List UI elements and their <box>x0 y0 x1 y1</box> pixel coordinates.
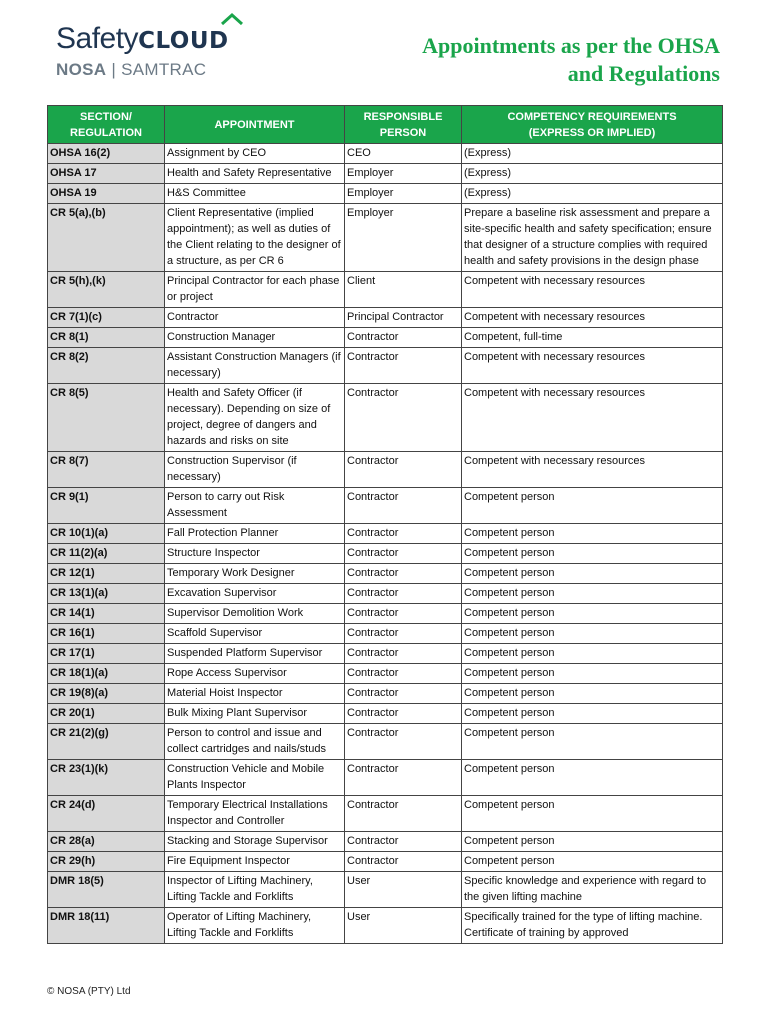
responsible-cell: Contractor <box>345 852 462 872</box>
responsible-cell: Contractor <box>345 684 462 704</box>
section-cell: CR 13(1)(a) <box>48 584 165 604</box>
logo-cloud-text: CLOUD <box>138 28 229 54</box>
appointment-cell: Contractor <box>165 308 345 328</box>
appointment-cell: Fire Equipment Inspector <box>165 852 345 872</box>
appointment-cell: Health and Safety Representative <box>165 164 345 184</box>
appointment-cell: Bulk Mixing Plant Supervisor <box>165 704 345 724</box>
logo-subtitle <box>56 60 229 80</box>
table-row <box>48 704 723 724</box>
section-cell: DMR 18(5) <box>48 872 165 908</box>
table-row <box>48 144 723 164</box>
responsible-cell: Contractor <box>345 584 462 604</box>
appointment-cell: Stacking and Storage Supervisor <box>165 832 345 852</box>
header-competency <box>462 106 723 144</box>
competency-cell: Competent person <box>462 724 723 760</box>
competency-cell: Competent with necessary resources <box>462 272 723 308</box>
responsible-cell: Contractor <box>345 564 462 584</box>
appointment-cell: Person to control and issue and collect cartridges and nails/studs <box>165 724 345 760</box>
appointment-cell: Temporary Work Designer <box>165 564 345 584</box>
competency-cell: (Express) <box>462 144 723 164</box>
table-row <box>48 272 723 308</box>
competency-cell: Specifically trained for the type of lifting machine. Certificate of training by approved <box>462 908 723 944</box>
table-row <box>48 308 723 328</box>
competency-cell: Specific knowledge and experience with regard to the given lifting machine <box>462 872 723 908</box>
competency-cell: Competent person <box>462 832 723 852</box>
appointment-cell: Construction Supervisor (if necessary) <box>165 452 345 488</box>
table-row <box>48 832 723 852</box>
appointment-cell: Principal Contractor for each phase or project <box>165 272 345 308</box>
competency-cell: Competent person <box>462 664 723 684</box>
appointment-cell: Suspended Platform Supervisor <box>165 644 345 664</box>
competency-cell: Competent person <box>462 544 723 564</box>
competency-cell: Competent person <box>462 704 723 724</box>
page-title-line2: and Regulations <box>567 61 720 86</box>
section-cell: DMR 18(11) <box>48 908 165 944</box>
table-row <box>48 644 723 664</box>
section-cell: CR 24(d) <box>48 796 165 832</box>
appointment-cell: Temporary Electrical Installations Inspector and Controller <box>165 796 345 832</box>
responsible-cell: Contractor <box>345 384 462 452</box>
appointment-cell: Health and Safety Officer (if necessary). Depending on size of project, degree of dangers and hazards and risks on site <box>165 384 345 452</box>
appointment-cell: H&S Committee <box>165 184 345 204</box>
responsible-cell: Contractor <box>345 524 462 544</box>
section-cell: CR 8(1) <box>48 328 165 348</box>
section-cell: CR 28(a) <box>48 832 165 852</box>
table-row <box>48 488 723 524</box>
logo-wordmark <box>56 22 229 56</box>
table-row <box>48 796 723 832</box>
header-section <box>48 106 165 144</box>
table-row <box>48 524 723 544</box>
appointment-cell: Material Hoist Inspector <box>165 684 345 704</box>
responsible-cell: User <box>345 872 462 908</box>
competency-cell: (Express) <box>462 184 723 204</box>
responsible-cell: Contractor <box>345 488 462 524</box>
table-row <box>48 852 723 872</box>
table-row <box>48 908 723 944</box>
section-cell: OHSA 16(2) <box>48 144 165 164</box>
table-row <box>48 184 723 204</box>
header-section-line1: SECTION/ <box>80 110 132 123</box>
responsible-cell: Contractor <box>345 328 462 348</box>
section-cell: CR 11(2)(a) <box>48 544 165 564</box>
header-responsible-line1: RESPONSIBLE <box>363 110 443 123</box>
responsible-cell: Contractor <box>345 544 462 564</box>
table-row <box>48 760 723 796</box>
responsible-cell: Employer <box>345 184 462 204</box>
table-row <box>48 724 723 760</box>
table-row <box>48 164 723 184</box>
appointment-cell: Rope Access Supervisor <box>165 664 345 684</box>
table-row <box>48 384 723 452</box>
page-title <box>300 32 720 88</box>
section-cell: CR 5(a),(b) <box>48 204 165 272</box>
section-cell: CR 5(h),(k) <box>48 272 165 308</box>
appointments-table <box>47 105 723 944</box>
competency-cell: Competent person <box>462 684 723 704</box>
section-cell: CR 8(5) <box>48 384 165 452</box>
header-competency-line1: COMPETENCY REQUIREMENTS <box>507 110 677 123</box>
competency-cell: Competent person <box>462 564 723 584</box>
responsible-cell: User <box>345 908 462 944</box>
appointment-cell: Excavation Supervisor <box>165 584 345 604</box>
competency-cell: Competent with necessary resources <box>462 452 723 488</box>
appointment-cell: Assignment by CEO <box>165 144 345 164</box>
table-row <box>48 584 723 604</box>
responsible-cell: Contractor <box>345 664 462 684</box>
header-section-line2: REGULATION <box>70 126 142 139</box>
table-row <box>48 564 723 584</box>
table-row <box>48 348 723 384</box>
section-cell: OHSA 17 <box>48 164 165 184</box>
competency-cell: Competent with necessary resources <box>462 384 723 452</box>
appointment-cell: Person to carry out Risk Assessment <box>165 488 345 524</box>
table-row <box>48 544 723 564</box>
footer-copyright: © NOSA (PTY) Ltd <box>47 986 131 997</box>
competency-cell: Competent person <box>462 584 723 604</box>
header-responsible <box>345 106 462 144</box>
appointment-cell: Assistant Construction Managers (if necessary) <box>165 348 345 384</box>
competency-cell: Competent with necessary resources <box>462 308 723 328</box>
competency-cell: Prepare a baseline risk assessment and prepare a site-specific health and safety specification; ensure that designer of a structure complies with required health and safety provisions in the design phase <box>462 204 723 272</box>
logo-samtrac-text: SAMTRAC <box>121 60 207 79</box>
responsible-cell: Principal Contractor <box>345 308 462 328</box>
section-cell: CR 12(1) <box>48 564 165 584</box>
responsible-cell: Contractor <box>345 452 462 488</box>
table-row <box>48 452 723 488</box>
table-row <box>48 204 723 272</box>
responsible-cell: Contractor <box>345 796 462 832</box>
logo-nosa-text: NOSA <box>56 60 107 79</box>
responsible-cell: Contractor <box>345 832 462 852</box>
page-title-line1: Appointments as per the OHSA <box>422 33 720 58</box>
appointment-cell: Operator of Lifting Machinery, Lifting Tackle and Forklifts <box>165 908 345 944</box>
competency-cell: Competent person <box>462 524 723 544</box>
header-competency-line2: (EXPRESS OR IMPLIED) <box>528 126 656 139</box>
competency-cell: Competent person <box>462 644 723 664</box>
table-header-row <box>48 106 723 144</box>
appointment-cell: Structure Inspector <box>165 544 345 564</box>
section-cell: CR 17(1) <box>48 644 165 664</box>
competency-cell: Competent person <box>462 796 723 832</box>
appointment-cell: Construction Manager <box>165 328 345 348</box>
appointment-cell: Scaffold Supervisor <box>165 624 345 644</box>
responsible-cell: Contractor <box>345 644 462 664</box>
section-cell: CR 7(1)(c) <box>48 308 165 328</box>
responsible-cell: Employer <box>345 164 462 184</box>
header-appointment: APPOINTMENT <box>165 106 345 144</box>
logo-roof-icon <box>221 12 243 26</box>
appointment-cell: Inspector of Lifting Machinery, Lifting Tackle and Forklifts <box>165 872 345 908</box>
appointment-cell: Client Representative (implied appointment); as well as duties of the Client relating to the designer of a structure, as per CR 6 <box>165 204 345 272</box>
competency-cell: Competent person <box>462 488 723 524</box>
section-cell: CR 10(1)(a) <box>48 524 165 544</box>
competency-cell: Competent person <box>462 604 723 624</box>
table-row <box>48 872 723 908</box>
competency-cell: Competent, full-time <box>462 328 723 348</box>
competency-cell: Competent person <box>462 624 723 644</box>
section-cell: CR 20(1) <box>48 704 165 724</box>
responsible-cell: Client <box>345 272 462 308</box>
table-row <box>48 684 723 704</box>
responsible-cell: Contractor <box>345 348 462 384</box>
section-cell: CR 19(8)(a) <box>48 684 165 704</box>
section-cell: CR 8(2) <box>48 348 165 384</box>
competency-cell: Competent person <box>462 760 723 796</box>
table-row <box>48 624 723 644</box>
section-cell: CR 8(7) <box>48 452 165 488</box>
appointment-cell: Fall Protection Planner <box>165 524 345 544</box>
table-row <box>48 328 723 348</box>
competency-cell: Competent with necessary resources <box>462 348 723 384</box>
responsible-cell: Contractor <box>345 724 462 760</box>
table-row <box>48 604 723 624</box>
appointment-cell: Supervisor Demolition Work <box>165 604 345 624</box>
header-responsible-line2: PERSON <box>379 126 427 139</box>
competency-cell: (Express) <box>462 164 723 184</box>
responsible-cell: CEO <box>345 144 462 164</box>
competency-cell: Competent person <box>462 852 723 872</box>
responsible-cell: Contractor <box>345 624 462 644</box>
section-cell: CR 29(h) <box>48 852 165 872</box>
responsible-cell: Contractor <box>345 760 462 796</box>
table-row <box>48 664 723 684</box>
responsible-cell: Contractor <box>345 604 462 624</box>
appointment-cell: Construction Vehicle and Mobile Plants Inspector <box>165 760 345 796</box>
section-cell: CR 18(1)(a) <box>48 664 165 684</box>
responsible-cell: Employer <box>345 204 462 272</box>
section-cell: OHSA 19 <box>48 184 165 204</box>
responsible-cell: Contractor <box>345 704 462 724</box>
logo-safety-text: Safety <box>56 22 139 55</box>
section-cell: CR 14(1) <box>48 604 165 624</box>
section-cell: CR 9(1) <box>48 488 165 524</box>
section-cell: CR 21(2)(g) <box>48 724 165 760</box>
section-cell: CR 16(1) <box>48 624 165 644</box>
company-logo <box>56 22 229 80</box>
logo-separator: | <box>111 60 117 79</box>
section-cell: CR 23(1)(k) <box>48 760 165 796</box>
